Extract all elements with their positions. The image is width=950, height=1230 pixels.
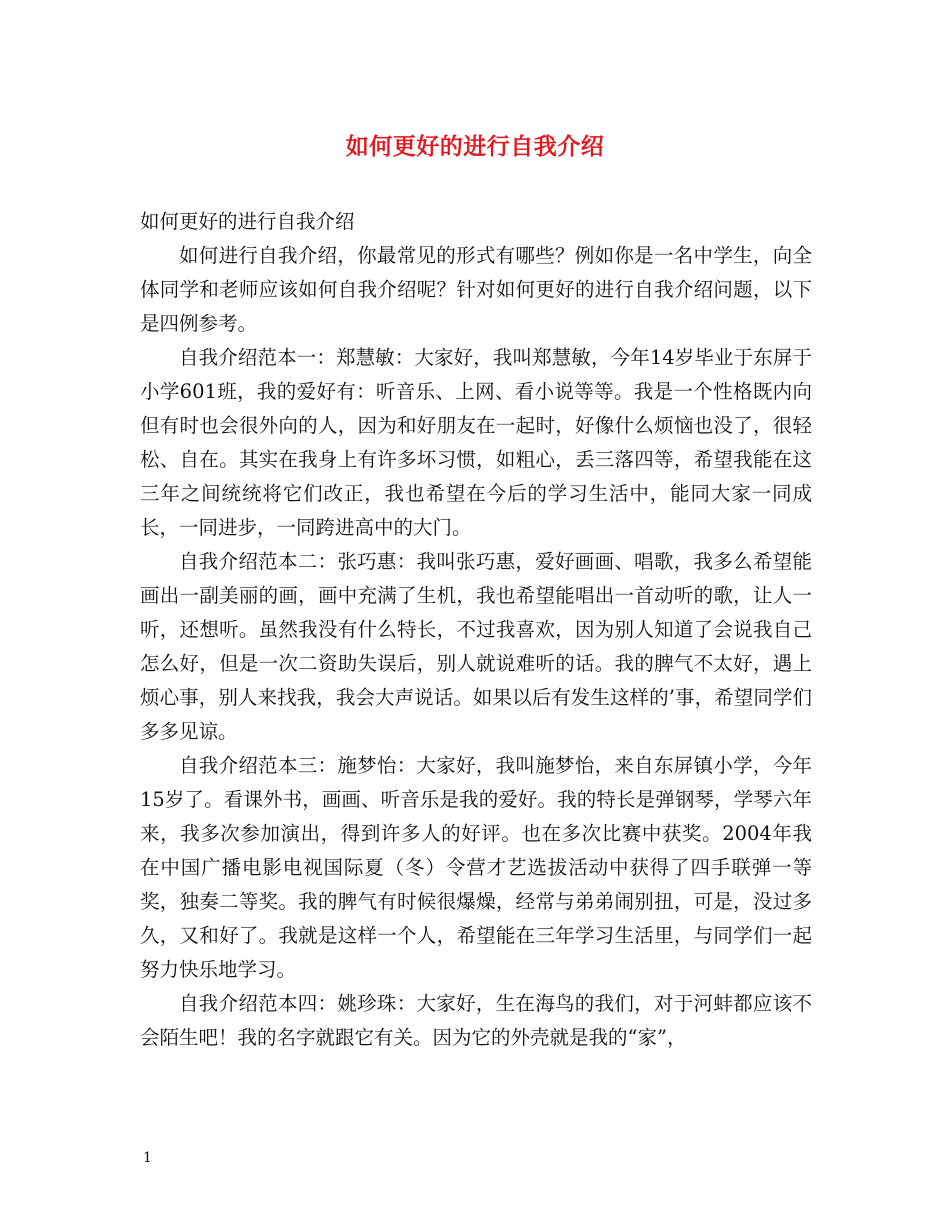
paragraph-sample-four: 自我介绍范本四：姚珍珠：大家好，生在海鸟的我们，对于河蚌都应该不会陌生吧！我的名字就跟它有关。因为它的外壳就是我的“家”， bbox=[140, 992, 812, 1049]
paragraph-intro: 如何进行自我介绍，你最常见的形式有哪些？例如你是一名中学生，向全体同学和老师应该如何自我介绍呢？针对如何更好的进行自我介绍问题，以下是四例参考。 bbox=[140, 244, 812, 335]
paragraph-sample-two: 自我介绍范本二：张巧惠：我叫张巧惠，爱好画画、唱歌，我多么希望能画出一副美丽的画，画中充满了生机，我也希望能唱出一首动听的歌，让人一听，还想听。虽然我没有什么特长，不过我喜欢，因为别人知道了会说我自己怎么好，但是一次二资助失误后，别人就说难听的话。我的脾气不太好，遇上烦心事，别人来找我，我会大声说话。如果以后有发生这样的’事，希望同学们多多见谅。 bbox=[140, 550, 812, 743]
document-body bbox=[140, 239, 812, 1055]
paragraph-sample-one: 自我介绍范本一：郑慧敏：大家好，我叫郑慧敏，今年14岁毕业于东屏于小学601班，我的爱好有：听音乐、上网、看小说等等。我是一个性格既内向但有时也会很外向的人，因为和好朋友在一起时，好像什么烦恼也没了，很轻松、自在。其实在我身上有许多坏习惯，如粗心，丢三落四等，希望我能在这三年之间统统将它们改正，我也希望在今后的学习生活中，能同大家一同成长，一同进步，一同跨进高中的大门。 bbox=[140, 346, 812, 539]
paragraph-sample-three: 自我介绍范本三：施梦怡：大家好，我叫施梦怡，来自东屏镇小学，今年15岁了。看课外书，画画、听音乐是我的爱好。我的特长是弹钢琴，学琴六年来，我多次参加演出，得到许多人的好评。也在多次比赛中获奖。2004年我在中国广播电影电视国际夏（冬）令营才艺选拔活动中获得了四手联弹一等奖，独奏二等奖。我的脾气有时候很爆燥，经常与弟弟闹别扭，可是，没过多久，又和好了。我就是这样一个人，希望能在三年学习生活里，与同学们一起努力快乐地学习。 bbox=[140, 754, 812, 981]
document-title: 如何更好的进行自我介绍 bbox=[345, 133, 605, 160]
document-subtitle: 如何更好的进行自我介绍 bbox=[140, 210, 355, 233]
page-number: 1 bbox=[143, 1150, 152, 1166]
